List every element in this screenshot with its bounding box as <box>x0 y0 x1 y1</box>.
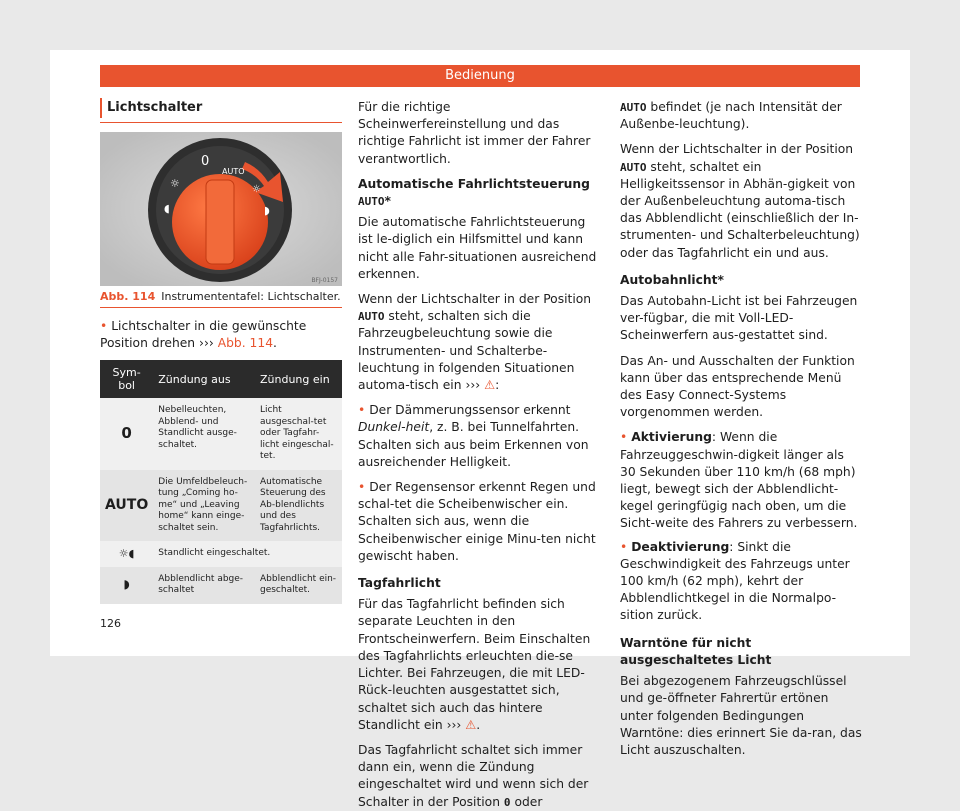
fog-front-icon: ☼ <box>170 177 180 190</box>
paragraph: Die automatische Fahrlichtsteuerung ist le-diglich ein Hilfsmittel und kann nicht alle Fahr-situationen ausreichend erkennen. <box>358 215 597 281</box>
table-cell: Nebelleuchten, Abblend- und Standlicht ausge-schaltet. <box>153 398 255 470</box>
ref-arrows: ››› <box>199 336 214 350</box>
table-cell: Licht ausgeschal-tet oder Tagfahr-licht eingeschal-tet. <box>255 398 342 470</box>
parking-light-icon: ☼ <box>252 184 261 195</box>
bullet-item: • Deaktivierung: Sinkt die Geschwindigkeit des Fahrzeugs unter 100 km/h (62 mph), kehrt der Abblendlichtkegel in die Normalpo-sition zurück. <box>620 539 850 623</box>
table-header: Sym-bol <box>100 360 153 398</box>
symbol-table <box>100 360 342 604</box>
light-switch-figure <box>100 132 342 286</box>
figure-caption-text: Instrumententafel: Lichtschalter. <box>161 290 341 303</box>
auto-symbol: AUTO <box>620 160 647 174</box>
zero-symbol: 0 <box>503 795 511 809</box>
section-title: Lichtschalter <box>100 98 349 118</box>
paragraph: Das Autobahn-Licht ist bei Fahrzeugen ver-fügbar, die mit Voll-LED-Scheinwerfern aus-gestattet sind. <box>620 294 858 343</box>
warning-icon: ⚠ <box>465 717 477 732</box>
figure-code: BFJ-0157 <box>311 277 338 284</box>
subheading: Automatische Fahrlichtsteuerung AUTO* <box>358 176 590 209</box>
paragraph: Wenn der Lichtschalter in der Position AUTO steht, schalten sich die Fahrzeugbeleuchtung sowie die Instrumenten- und Schalterbe-leuchtung in folgenden Situationen automa-tisch ein ››› ⚠: <box>358 292 592 393</box>
bullet-icon: • <box>100 319 108 333</box>
column-middle <box>358 99 602 811</box>
bullet-item: • Der Dämmerungssensor erkennt Dunkel-heit, z. B. bei Tunnelfahrten. Schalten sich aus beim Erkennen von ausreichender Helligkeit. <box>358 403 589 469</box>
paragraph: Wenn der Lichtschalter in der Position AUTO steht, schaltet ein Helligkeitssensor in Abhän-gigkeit von der Außenbeleuchtung automa-tisch das Abblendlicht (einschließlich der In-strumenten- und Schalterbeleuchtung) oder das Tagfahrlicht ein und aus. <box>620 142 860 260</box>
position-auto-label: AUTO <box>222 167 245 176</box>
chapter-header: Bedienung <box>100 65 860 87</box>
abblendlicht-icon: ◗ <box>100 567 153 604</box>
bullet-icon: • <box>620 430 628 445</box>
table-row <box>100 567 342 604</box>
figure-number: Abb. 114 <box>100 290 156 303</box>
bullet-icon: • <box>620 539 628 554</box>
title-divider <box>100 122 342 123</box>
standlicht-icon: ☼◖ <box>100 541 153 567</box>
instruction-end: . <box>273 336 277 350</box>
instruction <box>100 318 342 352</box>
subheading: Warntöne für nicht ausgeschaltetes Licht <box>620 635 772 667</box>
column-right <box>620 99 862 759</box>
figure-ref-link[interactable]: Abb. 114 <box>217 336 274 350</box>
position-zero-label: 0 <box>201 154 210 169</box>
auto-symbol: AUTO <box>620 101 647 114</box>
paragraph: Für das Tagfahrlicht befinden sich separate Leuchten in den Frontscheinwerfern. Beim Einschalten des Tagfahrlichts erleuchten die-se Lichter. Bei Fahrzeugen, die mit LED-Rück-leuchten ausgestattet sich, schaltet sich auch das hintere Standlicht ein ››› ⚠. <box>358 597 591 732</box>
instruction-text: Lichtschalter in die gewünschte Position drehen <box>100 319 307 350</box>
paragraph: Das Tagfahrlicht schaltet sich immer dann ein, wenn die Zündung eingeschaltet wird und wenn sich der Schalter in der Position 0 oder <box>358 742 589 809</box>
auto-symbol: AUTO <box>358 310 385 324</box>
table-row <box>100 398 342 470</box>
table-cell: Die Umfeldbeleuch-tung „Coming ho-me“ und „Leaving home“ kann einge-schaltet sein. <box>153 470 255 542</box>
subheading: Tagfahrlicht <box>358 576 441 591</box>
table-cell: Abblendlicht abge-schaltet <box>153 567 255 604</box>
table-cell: Standlicht eingeschaltet. <box>153 541 342 567</box>
table-cell: Automatische Steuerung des Ab-blendlichts und des Tagfahrlichts. <box>255 470 342 542</box>
table-header: Zündung aus <box>153 360 255 398</box>
table-header-row <box>100 360 342 398</box>
table-cell: Abblendlicht ein-geschaltet. <box>255 567 342 604</box>
ref-arrows: ››› <box>465 378 481 393</box>
subheading: Autobahnlicht* <box>620 272 724 287</box>
page-number: 126 <box>100 617 121 630</box>
warning-icon: ⚠ <box>484 378 496 393</box>
auto-symbol: AUTO <box>358 195 385 209</box>
low-beam-icon: ◗ <box>264 204 270 217</box>
bullet-item: • Aktivierung: Wenn die Fahrzeuggeschwin-digkeit länger als 30 Sekunden über 110 km/h (68 mph) liegt, bewegt sich der Abblendlicht-kegel geringfügig nach oben, um die Sicht-weite des Fahrers zu verbessern. <box>620 430 858 531</box>
table-row <box>100 470 342 542</box>
fog-rear-icon: ◖ <box>164 202 170 215</box>
paragraph: Bei abgezogenem Fahrzeugschlüssel und ge-öffneter Fahrertür ertönen unter folgenden Bedingungen Warntöne: dies erinnert Sie da-ran, das Licht auszuschalten. <box>620 674 862 757</box>
bullet-item: • Der Regensensor erkennt Regen und schal-tet die Scheibenwischer ein. Schalten sich aus, wenn die Scheibenwischer einige Minu-ten nicht gewischt haben. <box>358 480 596 563</box>
figure-caption <box>100 290 342 308</box>
paragraph: Das An- und Ausschalten der Funktion kann über das entsprechende Menü des Easy Connect-Systems vorgenommen werden. <box>620 353 855 420</box>
table-row <box>100 541 342 567</box>
paragraph: Für die richtige Scheinwerfereinstellung und das richtige Fahrlicht ist immer der Fahrer verantwortlich. <box>358 100 591 166</box>
light-switch-illustration <box>100 132 342 286</box>
table-header: Zündung ein <box>255 360 342 398</box>
paragraph: AUTO befindet (je nach Intensität der Außenbe-leuchtung). <box>620 100 842 132</box>
bullet-icon: • <box>358 403 366 418</box>
symbol-zero: 0 <box>100 398 153 470</box>
ref-arrows: ››› <box>446 717 462 732</box>
symbol-auto: AUTO <box>100 470 153 542</box>
bullet-icon: • <box>358 480 366 495</box>
